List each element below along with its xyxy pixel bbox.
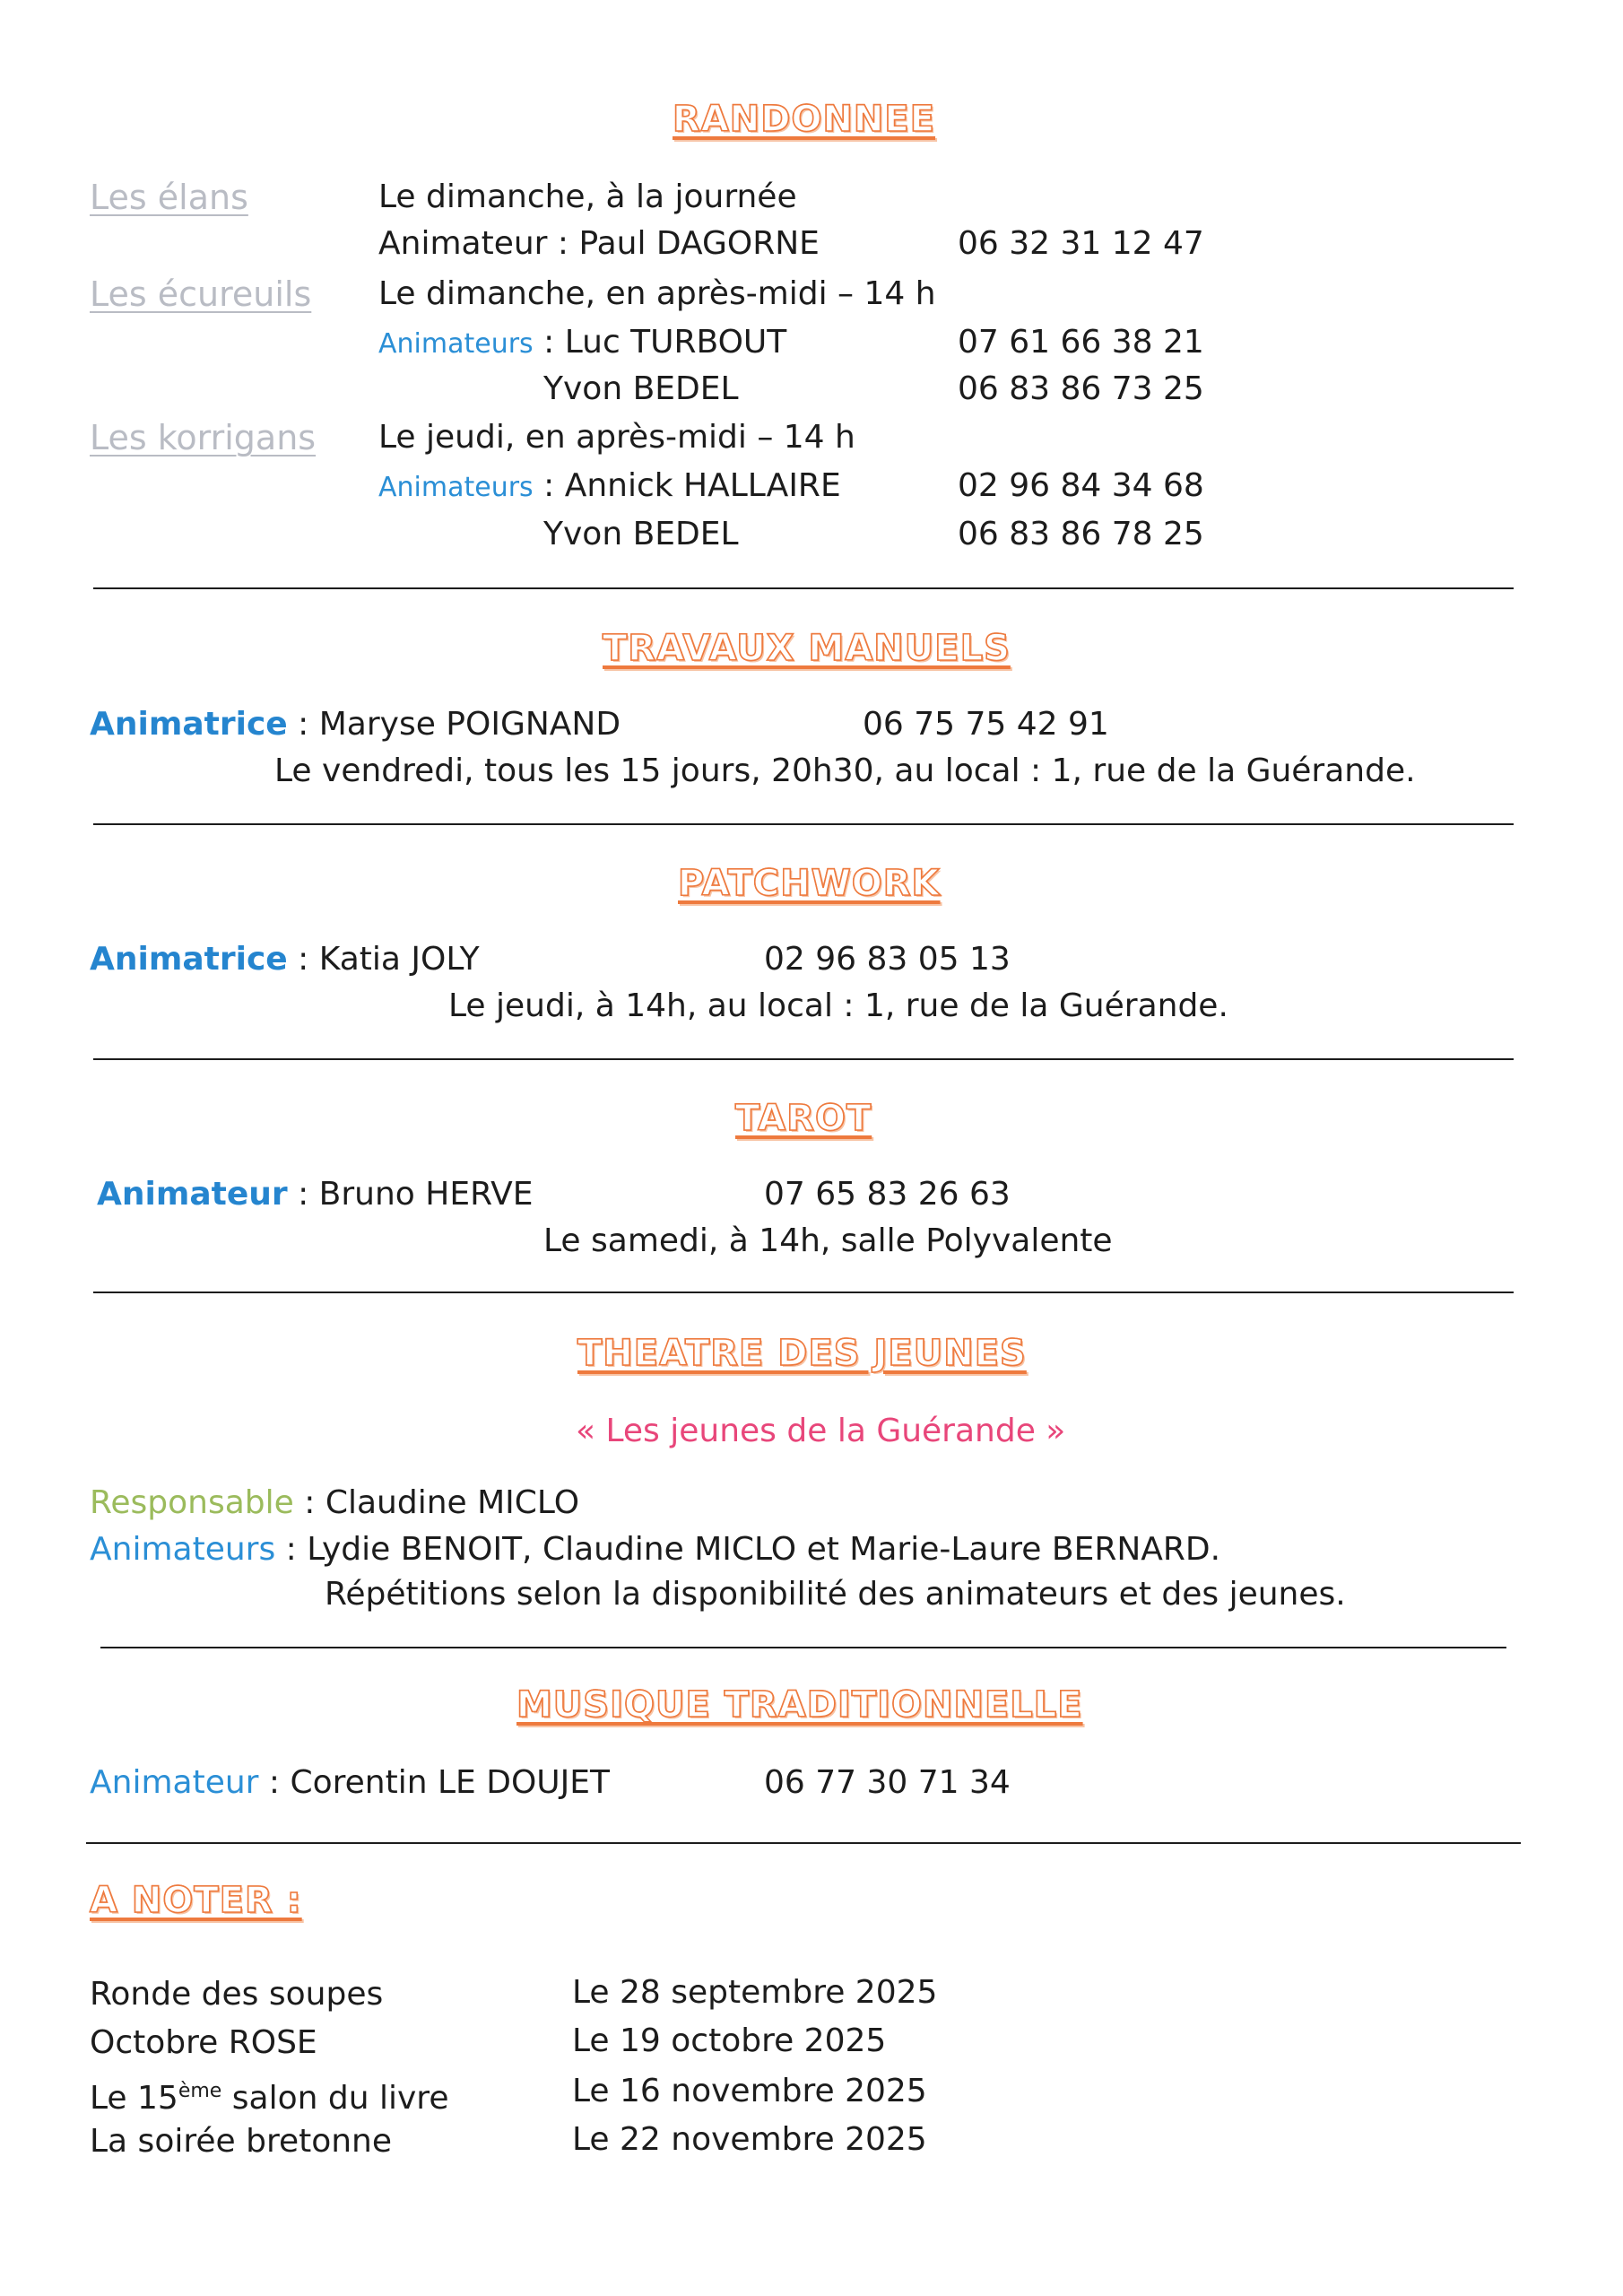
animator-name: Yvon BEDEL <box>543 370 739 407</box>
animator-label: Animateurs <box>378 328 534 360</box>
event-date: Le 22 novembre 2025 <box>572 2121 927 2158</box>
theatre-animateurs-line <box>90 1530 1220 1570</box>
theatre-subtitle: « Les jeunes de la Guérande » <box>576 1413 1066 1449</box>
musique-contact-line <box>90 1763 610 1803</box>
animatrice-phone: 02 96 83 05 13 <box>764 941 1011 978</box>
event-name: La soirée bretonne <box>90 2123 393 2160</box>
animatrice-name: Maryse POIGNAND <box>318 706 621 743</box>
separator: : <box>287 1176 319 1213</box>
responsable-label: Responsable <box>90 1484 294 1521</box>
responsable-name: Claudine MICLO <box>325 1484 580 1521</box>
travaux-contact-line <box>90 705 621 744</box>
separator: : <box>275 1531 308 1568</box>
theatre-details: Répétitions selon la disponibilité des animateurs et des jeunes. <box>325 1576 1346 1613</box>
event-name: Octobre ROSE <box>90 2024 317 2061</box>
animatrice-label: Animatrice <box>90 941 288 978</box>
section-divider <box>93 587 1514 589</box>
patchwork-title: PATCHWORK <box>678 863 941 904</box>
animator-name: Annick HALLAIRE <box>564 467 841 504</box>
animator-line-ecureuils <box>378 323 786 364</box>
separator: : <box>533 467 565 504</box>
animator-phone: 02 96 84 34 68 <box>958 467 1204 504</box>
animateur-label: Animateur <box>97 1176 288 1213</box>
event-name-suffix: salon du livre <box>221 2080 449 2117</box>
animatrice-label: Animatrice <box>90 706 288 743</box>
tarot-contact-line <box>97 1175 534 1214</box>
event-date: Le 16 novembre 2025 <box>572 2073 927 2109</box>
group-name-korrigans: Les korrigans <box>90 418 317 457</box>
animatrice-name: Katia JOLY <box>318 941 480 978</box>
animator-name: Paul DAGORNE <box>578 225 820 262</box>
animator-phone: 06 83 86 78 25 <box>958 516 1204 552</box>
animator-line-korrigans <box>378 466 841 508</box>
randonnee-title: RANDONNEE <box>673 99 936 140</box>
patchwork-contact-line <box>90 940 480 979</box>
a-noter-title: A NOTER : <box>90 1880 302 1921</box>
section-divider <box>86 1842 1521 1844</box>
animator-label: Animateurs <box>378 472 534 503</box>
event-date: Le 19 octobre 2025 <box>572 2022 887 2059</box>
travaux-details: Le vendredi, tous les 15 jours, 20h30, au local : 1, rue de la Guérande. <box>274 752 1416 789</box>
travaux-manuels-title: TRAVAUX MANUELS <box>603 628 1011 669</box>
separator: : <box>287 941 319 978</box>
event-name-superscript: ème <box>178 2080 222 2102</box>
group-name-elans: Les élans <box>90 178 248 217</box>
animator-line-elans <box>378 224 820 264</box>
section-divider <box>100 1647 1506 1648</box>
animateur-phone: 06 77 30 71 34 <box>764 1764 1011 1801</box>
section-divider <box>93 1292 1514 1293</box>
section-divider <box>93 1058 1514 1060</box>
animator-phone: 06 83 86 73 25 <box>958 370 1204 407</box>
animator-phone: 06 32 31 12 47 <box>958 225 1204 262</box>
section-divider <box>93 823 1514 825</box>
tarot-title: TAROT <box>735 1098 872 1139</box>
animatrice-phone: 06 75 75 42 91 <box>863 706 1109 743</box>
separator: : <box>258 1764 291 1801</box>
tarot-details: Le samedi, à 14h, salle Polyvalente <box>543 1222 1113 1259</box>
animator-name: Luc TURBOUT <box>564 324 787 361</box>
event-name: Ronde des soupes <box>90 1976 384 2013</box>
group-name-ecureuils: Les écureuils <box>90 274 312 314</box>
separator: : <box>287 706 319 743</box>
animateurs-names: Lydie BENOIT, Claudine MICLO et Marie-Laure BERNARD. <box>307 1531 1221 1568</box>
group-schedule-ecureuils: Le dimanche, en après-midi – 14 h <box>378 275 936 312</box>
animator-phone: 07 61 66 38 21 <box>958 324 1204 361</box>
animateur-phone: 07 65 83 26 63 <box>764 1176 1011 1213</box>
group-schedule-korrigans: Le jeudi, en après-midi – 14 h <box>378 419 855 456</box>
separator: : <box>293 1484 325 1521</box>
theatre-title: THEATRE DES JEUNES <box>577 1333 1027 1374</box>
animateur-name: Bruno HERVE <box>318 1176 534 1213</box>
animator-name: Yvon BEDEL <box>543 516 739 552</box>
theatre-responsable-line <box>90 1483 579 1523</box>
event-name <box>90 2072 448 2118</box>
patchwork-details: Le jeudi, à 14h, au local : 1, rue de la Guérande. <box>448 987 1228 1024</box>
event-date: Le 28 septembre 2025 <box>572 1974 938 2011</box>
event-name-prefix: Le 15 <box>90 2080 178 2117</box>
animateur-name: Corentin LE DOUJET <box>290 1764 611 1801</box>
animateur-label: Animateur <box>90 1764 259 1801</box>
animateurs-label: Animateurs <box>90 1531 276 1568</box>
animator-label: Animateur : <box>378 225 579 262</box>
separator: : <box>533 324 565 361</box>
musique-title: MUSIQUE TRADITIONNELLE <box>516 1684 1083 1726</box>
group-schedule-elans: Le dimanche, à la journée <box>378 178 797 215</box>
